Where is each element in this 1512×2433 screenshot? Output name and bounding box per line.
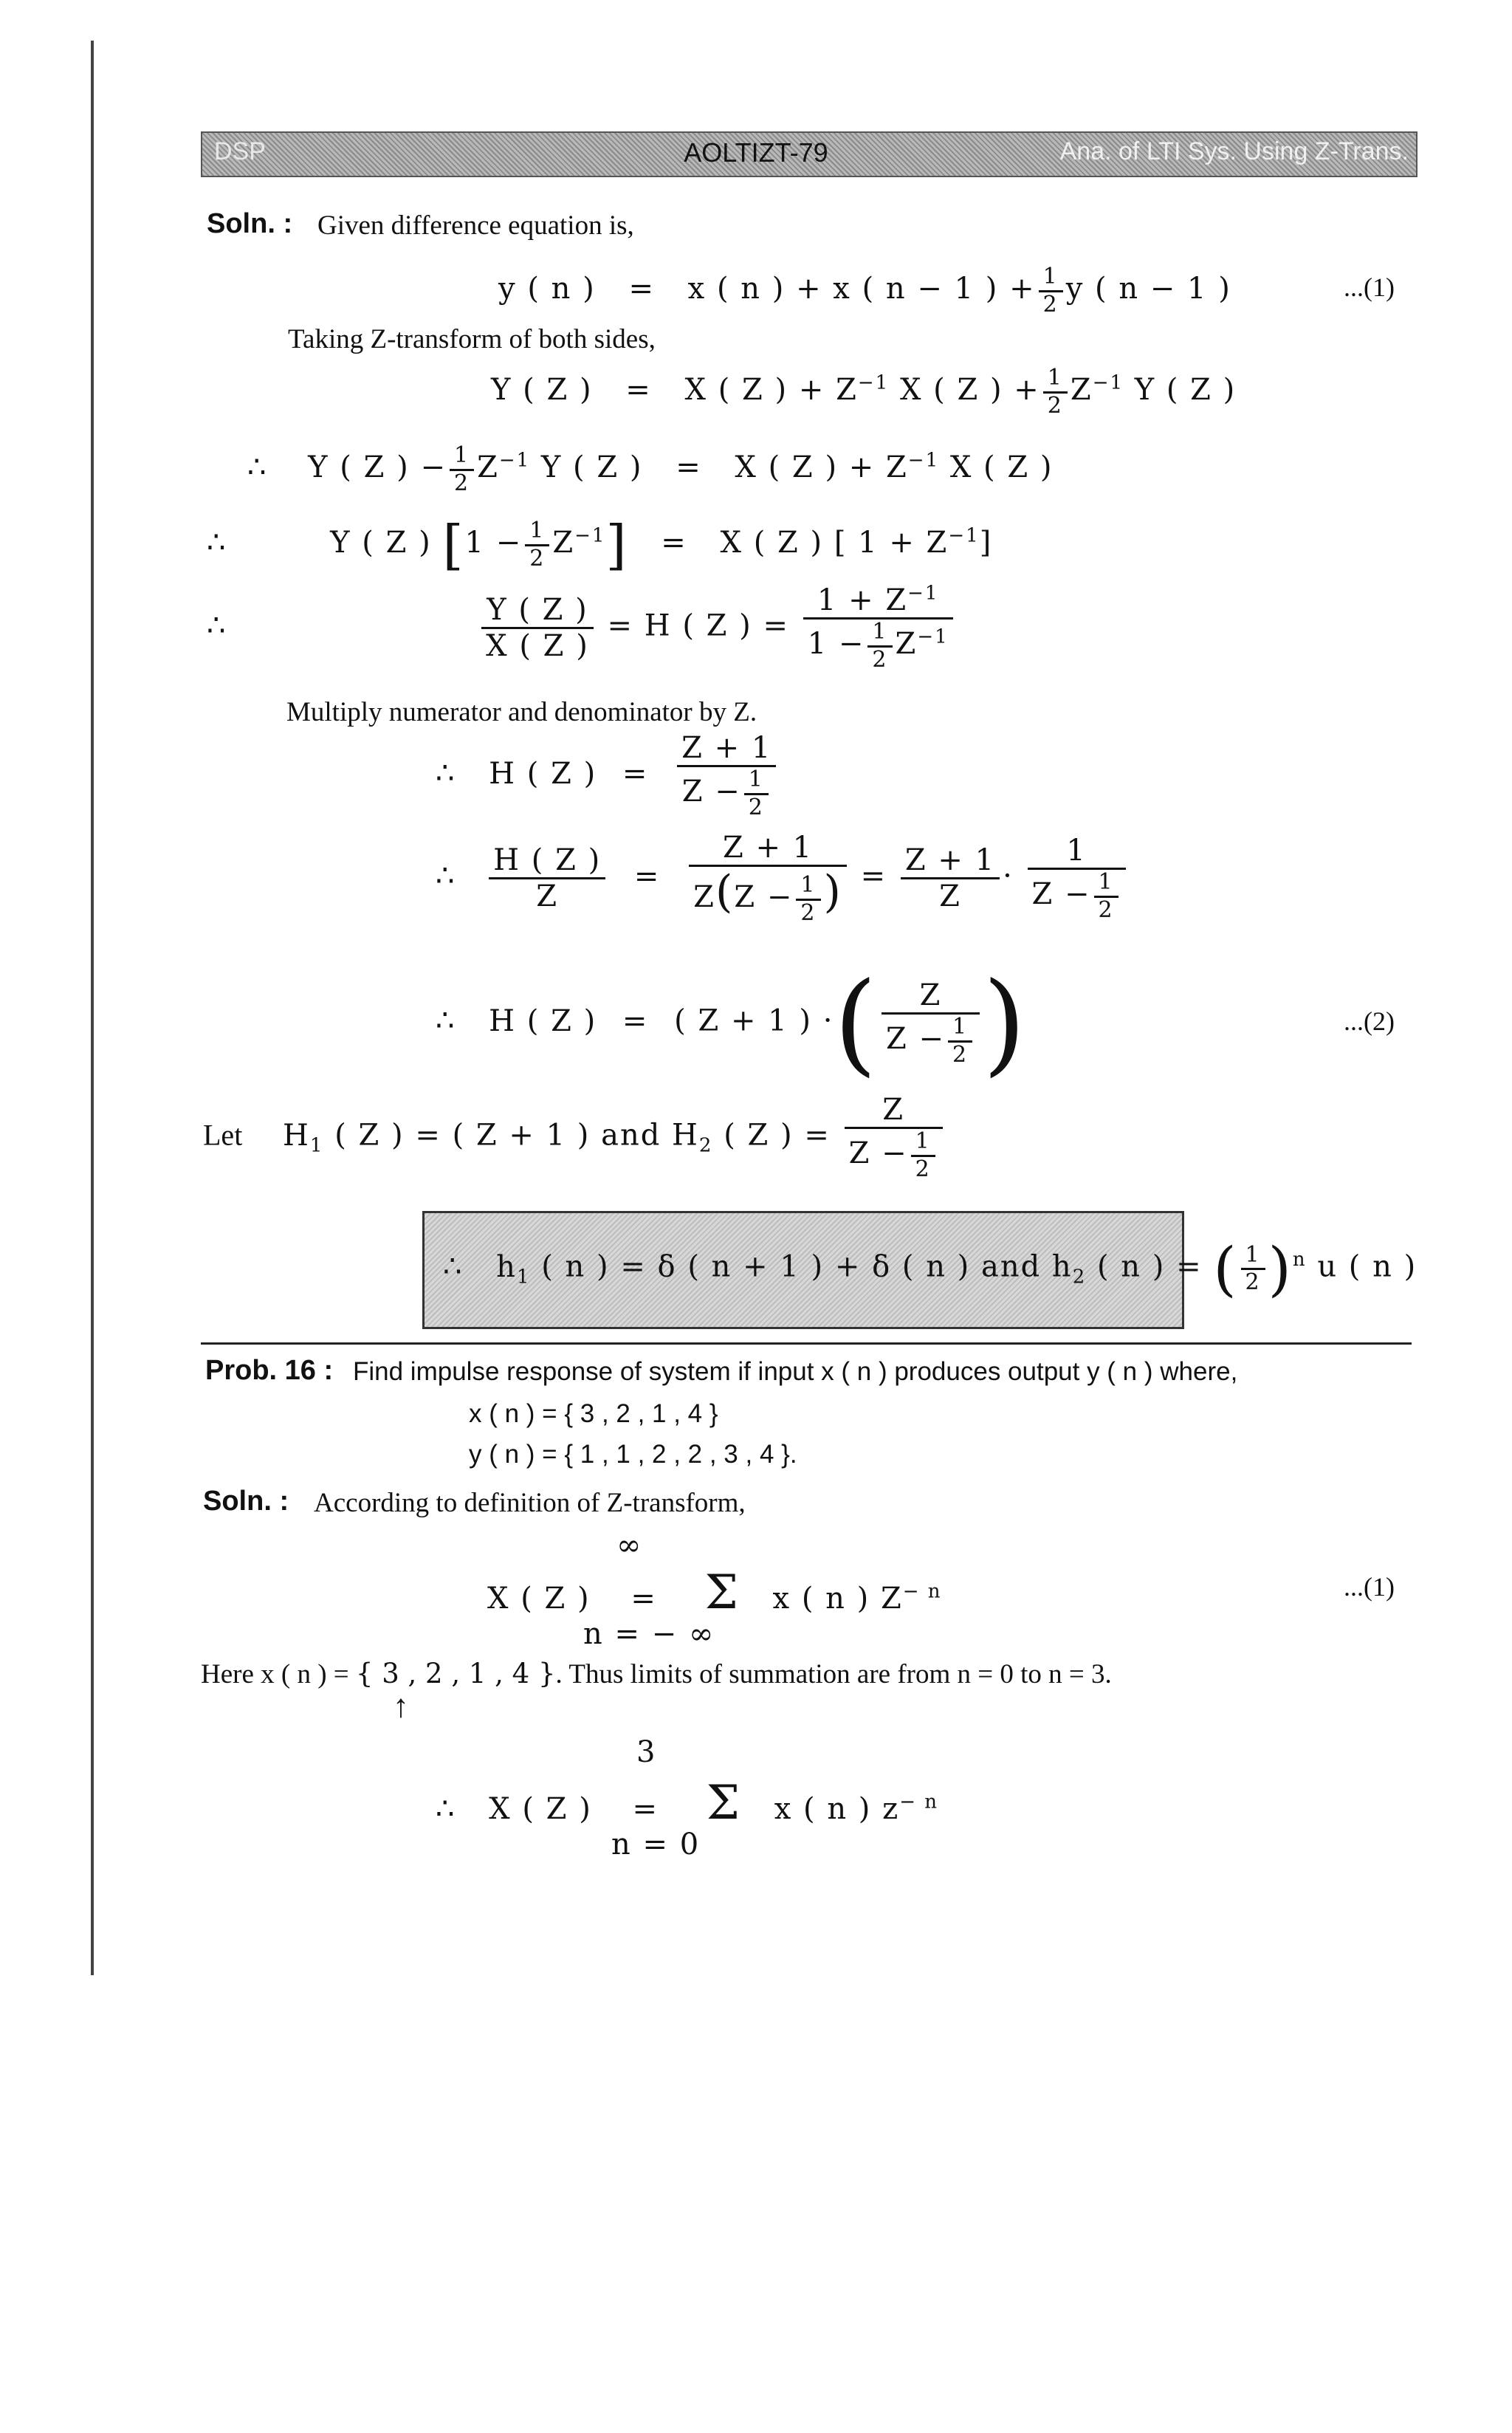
exponent: −1 xyxy=(574,524,606,547)
h1-symbol: H xyxy=(283,1118,310,1153)
fraction-half xyxy=(867,620,892,673)
eq1-lhs: y ( n ) xyxy=(498,272,596,306)
h-over-z-fraction xyxy=(489,843,605,913)
subscript: 2 xyxy=(698,1134,713,1157)
fraction-den: Z xyxy=(939,879,961,913)
fraction-den: 1 − xyxy=(807,627,865,661)
fraction-den: Z − xyxy=(848,1136,908,1170)
fraction-num: Z xyxy=(882,978,980,1015)
header-page-code: AOLTIZT-79 xyxy=(684,137,828,168)
h-over-z-equation: ∴ $\frac{H ( Z )}{Z}$ = Z + 1 Z(Z − $\frac{1}{2}$ ) = $\frac{Z + 1}{Z}$ · 1 Z − $\frac{1}{2}$ xyxy=(436,831,1129,926)
eq4-equals: = xyxy=(661,526,687,560)
y-sequence-definition: y ( n ) = { 1 , 1 , 2 , 2 , 3 , 4 }. xyxy=(469,1440,797,1469)
therefore-symbol: ∴ xyxy=(443,1249,464,1284)
eq6-fraction xyxy=(677,731,776,820)
exponent-n: n xyxy=(1292,1249,1307,1272)
therefore-symbol: ∴ xyxy=(436,1003,456,1038)
eq5-mid: = H ( Z ) = xyxy=(607,608,790,643)
fraction-half xyxy=(796,873,820,926)
fraction-num: 1 xyxy=(450,443,474,471)
result-tail: u ( n ) xyxy=(1317,1249,1418,1284)
eq2-rhs-c: Z xyxy=(1070,373,1093,407)
fraction-half xyxy=(1241,1243,1265,1296)
fraction-num: 1 xyxy=(525,518,549,546)
fraction-den: Z − xyxy=(681,775,741,809)
here-a: Here x ( n ) = xyxy=(201,1659,349,1689)
here-sequence: { 3 , 2 , 1 , 4 } xyxy=(355,1658,556,1689)
eq3-rhs-a: X ( Z ) + Z xyxy=(735,450,908,484)
exponent: −1 xyxy=(907,449,940,472)
fraction-num: 1 xyxy=(1028,834,1126,870)
exponent: −1 xyxy=(857,371,890,394)
therefore-symbol: ∴ xyxy=(207,526,227,560)
eq4-rhs-end: ] xyxy=(979,526,993,560)
sum-lower-limit: n = − ∞ xyxy=(583,1617,715,1651)
fraction-num: 1 xyxy=(911,1129,935,1157)
fraction-half xyxy=(948,1015,972,1068)
fraction-num: Y ( Z ) xyxy=(481,593,594,629)
right-bracket: ] xyxy=(605,514,628,576)
fraction-num: 1 xyxy=(867,620,892,648)
fraction-half xyxy=(450,443,474,496)
eq3-lhs-a: Y ( Z ) − xyxy=(308,450,447,484)
left-bracket: [ xyxy=(442,514,465,576)
transfer-function-equation xyxy=(207,583,956,673)
fraction-den: 2 xyxy=(1047,392,1063,419)
exponent: −1 xyxy=(948,524,980,547)
fraction-den: 2 xyxy=(915,1156,931,1182)
exponent: − n xyxy=(899,1791,938,1813)
fraction-den: 2 xyxy=(800,899,817,926)
z-transform-equation xyxy=(491,366,1236,419)
fraction-num: Z + 1 xyxy=(901,843,1000,879)
origin-arrow-icon: ↑ xyxy=(393,1688,409,1724)
let-h1-rest: ( Z ) = ( Z + 1 ) and H xyxy=(334,1118,699,1153)
soln-label-2: Soln. : xyxy=(203,1486,289,1517)
equation-number-1b: ...(1) xyxy=(1344,1572,1395,1602)
fraction-den: Z xyxy=(536,879,559,913)
h2-fraction xyxy=(845,1093,943,1182)
eq2-rhs-b: X ( Z ) + xyxy=(899,373,1040,407)
problem-label: Prob. 16 : xyxy=(205,1355,334,1386)
fraction-num: 1 xyxy=(948,1015,972,1043)
fraction-den: 2 xyxy=(1042,291,1059,318)
fraction-num: Z + 1 xyxy=(677,731,776,767)
fraction-half xyxy=(1039,264,1063,318)
therefore-symbol: ∴ xyxy=(436,756,456,791)
subscript: 1 xyxy=(516,1266,531,1288)
eq8-rhs: ( Z + 1 ) · xyxy=(674,1003,834,1038)
section-divider xyxy=(201,1342,1412,1345)
problem-text: Find impulse response of system if input x ( n ) produces output y ( n ) where, xyxy=(353,1357,1238,1386)
h-symbol: h xyxy=(496,1249,517,1284)
fraction-den: 2 xyxy=(748,794,764,820)
fraction-den: 2 xyxy=(872,646,888,673)
let-word: Let xyxy=(203,1118,243,1152)
eq7-equals: = xyxy=(633,859,661,893)
eq-equals: = xyxy=(632,1792,659,1826)
fraction-den: 2 xyxy=(1098,896,1114,923)
h-product-equation xyxy=(436,958,1028,1088)
fraction-half xyxy=(1094,870,1118,923)
sum2-lower-limit: n = 0 xyxy=(611,1828,701,1861)
eq8-lhs: H ( Z ) xyxy=(489,1003,597,1038)
eq-term: x ( n ) z xyxy=(774,1792,900,1826)
equation-number-1: ...(1) xyxy=(1344,272,1395,302)
fraction-den: 2 xyxy=(529,545,546,572)
big-paren-open: ( xyxy=(834,958,879,1088)
eq-term: x ( n ) Z xyxy=(772,1582,903,1616)
fraction-den-z: Z xyxy=(895,627,918,661)
paren-close: ) xyxy=(823,866,842,918)
eq4-rhs: X ( Z ) [ 1 + Z xyxy=(720,526,949,560)
fraction-num: Z xyxy=(845,1093,943,1129)
fraction-half xyxy=(911,1129,935,1182)
sigma-symbol: Σ xyxy=(704,1565,740,1620)
fraction-den: Z − xyxy=(1031,877,1091,911)
eq3-rhs-b: X ( Z ) xyxy=(949,450,1054,484)
eq1-equals: = xyxy=(628,272,655,306)
result-mid2: ( n ) = xyxy=(1096,1249,1203,1284)
subscript: 1 xyxy=(309,1134,324,1157)
therefore-symbol: ∴ xyxy=(436,859,456,893)
fraction-num: H ( Z ) xyxy=(489,843,605,879)
fraction-den: X ( Z ) xyxy=(486,629,589,663)
eq8-equals: = xyxy=(622,1003,649,1038)
eq7-r1-fraction xyxy=(901,843,1000,913)
rearranged-equation xyxy=(247,443,1053,496)
finite-sum-equation xyxy=(436,1776,938,1830)
fraction-num: 1 xyxy=(796,873,820,901)
eq3-lhs-c: Y ( Z ) xyxy=(540,450,643,484)
fraction-half xyxy=(1043,366,1068,419)
soln-intro: Given difference equation is, xyxy=(317,210,634,241)
fraction-den: Z xyxy=(693,880,715,914)
header-right-text: Ana. of LTI Sys. Using Z-Trans. xyxy=(1059,137,1409,165)
z-transform-definition xyxy=(487,1565,942,1620)
page-binding-edge xyxy=(89,41,96,1975)
soln-label: Soln. : xyxy=(207,208,293,239)
impulse-response-result xyxy=(443,1235,1417,1303)
fraction-den: 2 xyxy=(952,1041,969,1068)
let-definitions xyxy=(203,1093,946,1182)
x-sequence-definition: x ( n ) = { 3 , 2 , 1 , 4 } xyxy=(469,1399,718,1428)
big-paren-close: ) xyxy=(983,958,1028,1088)
eq7-r2-fraction xyxy=(1028,834,1126,923)
paren-open: ( xyxy=(715,866,735,918)
subscript: 2 xyxy=(1072,1266,1087,1288)
eq2-rhs-d: Y ( Z ) xyxy=(1134,373,1237,407)
header-left-text: DSP xyxy=(214,137,266,165)
eq-lhs: X ( Z ) xyxy=(489,1792,592,1826)
factored-equation xyxy=(207,514,992,576)
eq3-lhs-b: Z xyxy=(477,450,499,484)
eq2-lhs: Y ( Z ) xyxy=(491,373,593,407)
fraction-num: 1 xyxy=(1039,264,1063,292)
exponent: −1 xyxy=(917,625,949,648)
exponent: −1 xyxy=(1092,371,1124,394)
therefore-symbol: ∴ xyxy=(207,608,227,643)
here-b: . Thus limits of summation are from n = 0 to n = 3. xyxy=(555,1659,1112,1689)
fraction-den-b: Z − xyxy=(734,880,794,914)
eq1-rhs-b: y ( n − 1 ) xyxy=(1065,272,1231,306)
fraction-num: 1 xyxy=(1241,1243,1265,1271)
exponent: −1 xyxy=(907,582,939,605)
eq4-lhs-b: 1 − xyxy=(464,526,523,560)
eq4-lhs-c: Z xyxy=(552,526,575,560)
eq-lhs: X ( Z ) xyxy=(487,1582,591,1616)
eq1-rhs-a: x ( n ) + x ( n − 1 ) + xyxy=(687,272,1036,306)
eq-equals: = xyxy=(630,1582,657,1616)
paren-close: ) xyxy=(1268,1235,1293,1303)
eq7-equals-2: = xyxy=(860,859,887,893)
exponent: −1 xyxy=(498,449,531,472)
eq2-rhs-a: X ( Z ) + Z xyxy=(684,373,858,407)
fraction-den: 2 xyxy=(1245,1269,1261,1295)
eq7-fraction xyxy=(689,831,847,926)
fraction-num: 1 + Z xyxy=(817,583,908,617)
let-h2-rest: ( Z ) = xyxy=(724,1118,831,1153)
sum-upper-limit: ∞ xyxy=(616,1528,643,1562)
eq2-equals: = xyxy=(625,373,652,407)
sigma-symbol: Σ xyxy=(706,1776,741,1830)
fraction-den: 2 xyxy=(453,470,470,496)
therefore-symbol: ∴ xyxy=(247,450,268,484)
eq4-lhs-a: Y ( Z ) xyxy=(330,526,432,560)
paren-open: ( xyxy=(1213,1235,1238,1303)
y-over-x-fraction xyxy=(481,593,594,663)
eq6-lhs: H ( Z ) xyxy=(489,756,597,791)
equation-number-2: ...(2) xyxy=(1344,1006,1395,1036)
h-fraction xyxy=(803,583,953,673)
taking-z-transform-text: Taking Z-transform of both sides, xyxy=(288,324,656,354)
exponent: − n xyxy=(902,1580,942,1603)
h-of-z-equation xyxy=(436,731,779,820)
therefore-symbol: ∴ xyxy=(436,1792,456,1826)
eq3-equals: = xyxy=(676,450,702,484)
fraction-num: Z + 1 xyxy=(689,831,847,867)
soln2-intro: According to definition of Z-transform, xyxy=(314,1488,746,1518)
sum2-upper-limit: 3 xyxy=(636,1735,657,1769)
fraction-num: 1 xyxy=(1094,870,1118,898)
fraction-half xyxy=(525,518,549,572)
fraction-den: Z − xyxy=(885,1022,945,1056)
eq8-fraction xyxy=(882,978,980,1068)
fraction-num: 1 xyxy=(1043,366,1068,394)
fraction-num: 1 xyxy=(744,767,769,795)
result-mid: ( n ) = δ ( n + 1 ) + δ ( n ) and h xyxy=(541,1249,1073,1284)
multiply-text: Multiply numerator and denominator by Z. xyxy=(286,697,757,727)
fraction-half xyxy=(744,767,769,820)
difference-equation xyxy=(498,264,1231,318)
here-line xyxy=(201,1658,1112,1690)
eq6-equals: = xyxy=(622,756,649,791)
